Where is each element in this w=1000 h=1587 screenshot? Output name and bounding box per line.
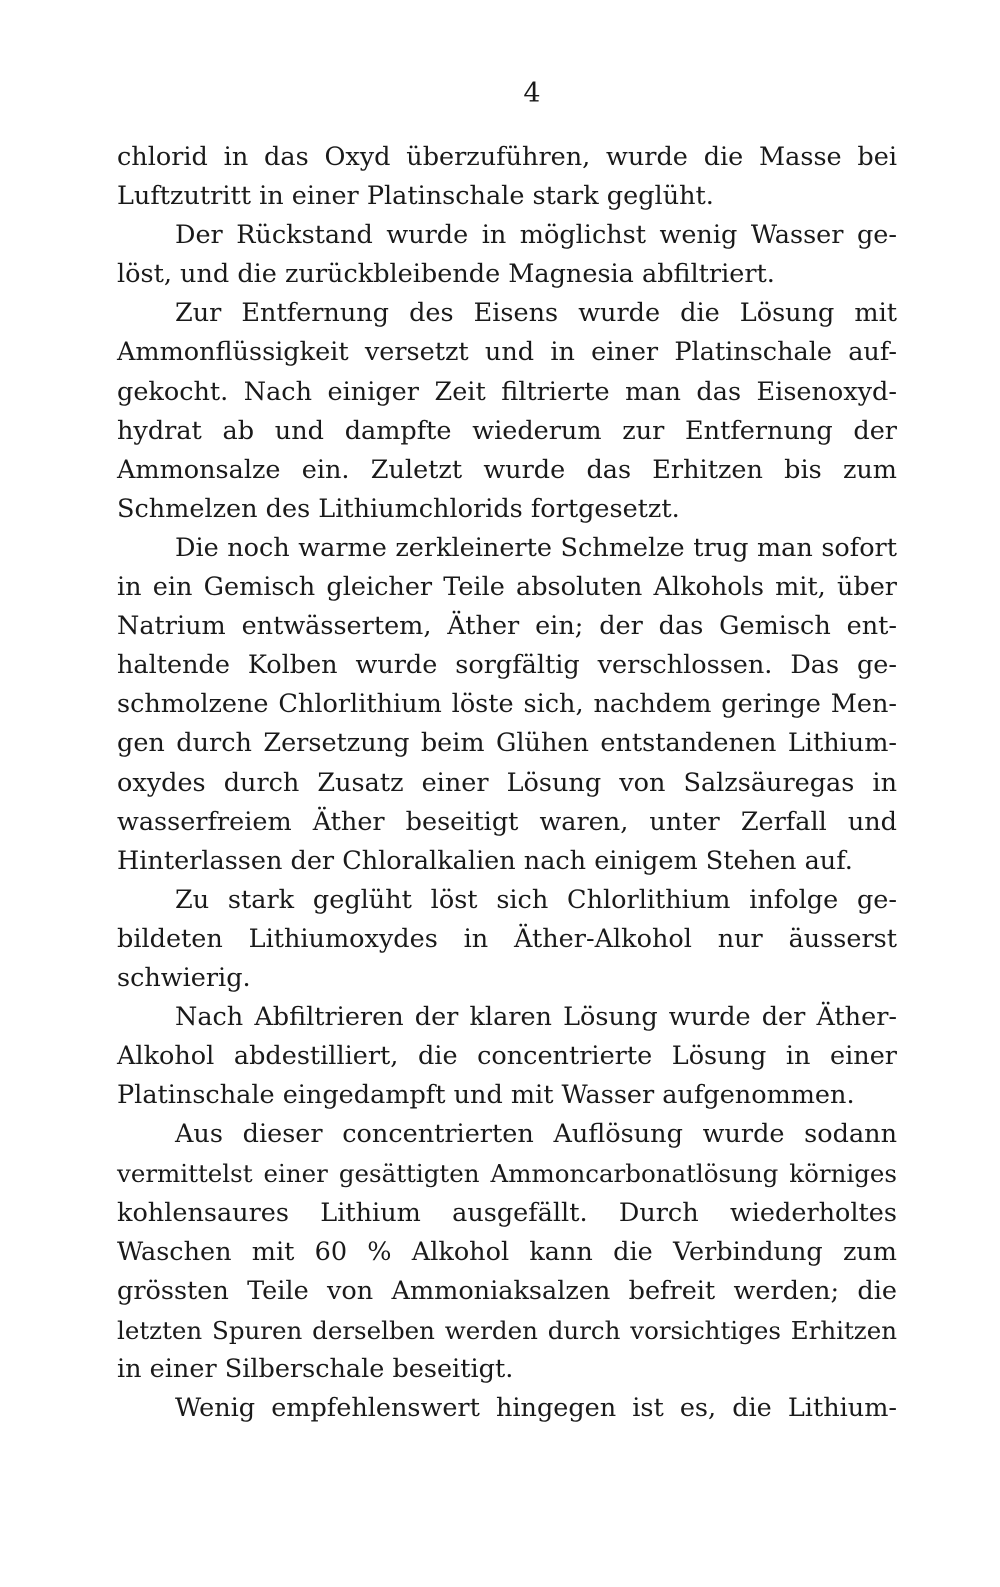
text-line: schwierig.: [117, 962, 251, 993]
text-line: Aus dieser concentrierten Auflösung wurde sodann: [175, 1119, 897, 1150]
page-number: 4: [523, 78, 541, 109]
text-line: Zur Entfernung des Eisens wurde die Lösung mit: [175, 298, 897, 329]
text-line: letzten Spuren derselben werden durch vorsichtiges Erhitzen: [117, 1315, 897, 1345]
text-line: Ammonsalze ein. Zuletzt wurde das Erhitzen bis zum: [117, 454, 897, 485]
text-line: schmolzene Chlorlithium löste sich, nachdem geringe Men-: [117, 689, 897, 720]
text-line: Alkohol abdestilliert, die concentrierte Lösung in einer: [117, 1041, 897, 1072]
text-line: Platinschale eingedampft und mit Wasser aufgenommen.: [117, 1080, 855, 1111]
text-line: löst, und die zurückbleibende Magnesia abfiltriert.: [117, 259, 775, 290]
text-line: Zu stark geglüht löst sich Chlorlithium infolge ge-: [175, 884, 897, 915]
text-line: oxydes durch Zusatz einer Lösung von Salzsäuregas in: [117, 767, 897, 798]
text-line: in ein Gemisch gleicher Teile absoluten Alkohols mit, über: [117, 572, 897, 603]
text-line: Hinterlassen der Chloralkalien nach einigem Stehen auf.: [117, 845, 853, 876]
text-line: gekocht. Nach einiger Zeit filtrierte man das Eisenoxyd-: [117, 376, 897, 407]
text-line: wasserfreiem Äther beseitigt waren, unter Zerfall und: [117, 806, 897, 837]
body-text: [117, 138, 897, 1428]
text-line: gen durch Zersetzung beim Glühen entstandenen Lithium-: [117, 728, 897, 759]
text-line: bildeten Lithiumoxydes in Äther-Alkohol nur äusserst: [117, 923, 897, 954]
text-line: Die noch warme zerkleinerte Schmelze trug man sofort: [175, 532, 897, 563]
text-line: Wenig empfehlenswert hingegen ist es, die Lithium-: [175, 1393, 897, 1423]
text-line: Der Rückstand wurde in möglichst wenig Wasser ge-: [175, 220, 897, 251]
text-line: chlorid in das Oxyd überzuführen, wurde die Masse bei: [117, 142, 897, 172]
text-line: Schmelzen des Lithiumchlorids fortgesetzt.: [117, 493, 680, 524]
text-line: Luftzutritt in einer Platinschale stark geglüht.: [117, 181, 714, 212]
text-line: Waschen mit 60 % Alkohol kann die Verbindung zum: [117, 1236, 897, 1267]
text-line: grössten Teile von Ammoniaksalzen befreit werden; die: [117, 1275, 897, 1306]
text-line: in einer Silberschale beseitigt.: [117, 1353, 514, 1384]
text-line: Ammonflüssigkeit versetzt und in einer Platinschale auf-: [117, 337, 897, 368]
text-line: Natrium entwässertem, Äther ein; der das Gemisch ent-: [117, 611, 897, 642]
text-line: vermittelst einer gesättigten Ammoncarbonatlösung körniges: [117, 1159, 897, 1189]
text-line: hydrat ab und dampfte wiederum zur Entfernung der: [117, 415, 897, 446]
text-line: kohlensaures Lithium ausgefällt. Durch wiederholtes: [117, 1197, 897, 1228]
text-line: haltende Kolben wurde sorgfältig verschlossen. Das ge-: [117, 650, 897, 681]
text-line: Nach Abfiltrieren der klaren Lösung wurde der Äther-: [175, 1002, 897, 1033]
